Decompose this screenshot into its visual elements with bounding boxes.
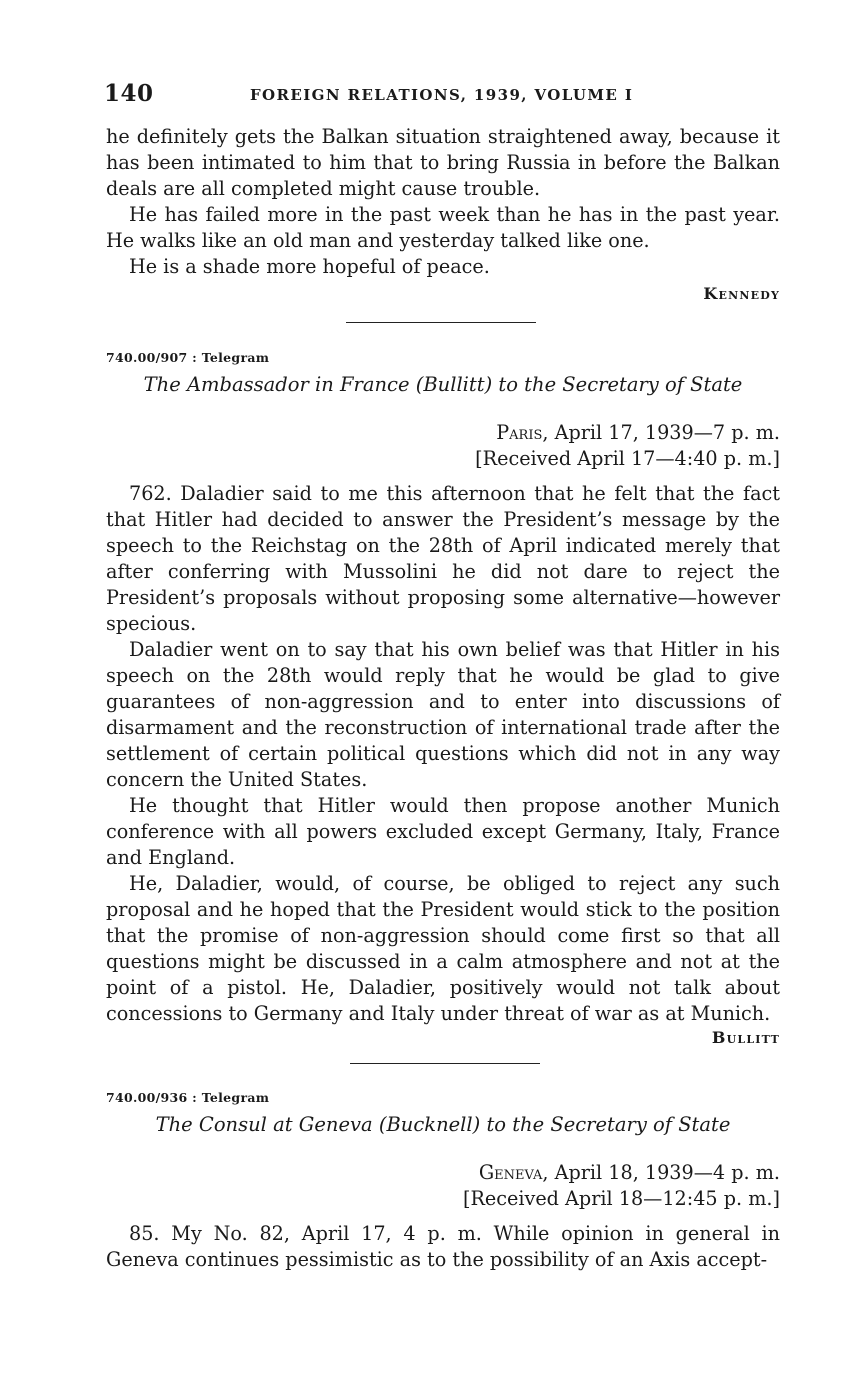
document-title: The Consul at Geneva (Bucknell) to the Secretary of State xyxy=(155,1113,731,1136)
paragraph: he definitely gets the Balkan situation straightened away, because it has been intimated to him that to bring Russia in before the Balkan deals are all completed might cause trouble. xyxy=(106,125,780,200)
section-divider xyxy=(350,1063,540,1064)
paragraph: 85. My No. 82, April 17, 4 p. m. While opinion in general in Geneva continues pessimistic as to the possibility of an Axis accept- xyxy=(106,1222,780,1271)
page-number: 140 xyxy=(104,80,154,107)
dateline xyxy=(463,1160,780,1212)
paragraph: He is a shade more hopeful of peace. xyxy=(129,255,490,278)
section1-body xyxy=(106,124,780,280)
paragraph: He, Daladier, would, of course, be obliged to reject any such proposal and he hoped that the President would stick to the position that the promise of non-aggression should come first so that all questions might be discussed in a calm atmosphere and not at the point of a pistol. He, Daladier, positively would not talk about concessions to Germany and Italy under threat of war as at Munich. xyxy=(106,872,780,1025)
paragraph: Daladier went on to say that his own belief was that Hitler in his speech on the 28th would reply that he would be glad to give guarantees of non-aggression and to enter into discussions of disarmament and the reconstruction of international trade after the settlement of certain political questions which did not in any way concern the United States. xyxy=(106,638,780,791)
dateline-place: Geneva xyxy=(478,1161,543,1184)
section-divider xyxy=(346,322,536,323)
doc3-body xyxy=(106,1221,780,1273)
paragraph: 762. Daladier said to me this afternoon that he felt that the fact that Hitler had decided to answer the President’s message by the speech to the Reichstag on the 28th of April indicated merely that after conferring with Mussolini he did not dare to reject the President’s proposals without proposing some alternative—however specious. xyxy=(106,482,780,635)
running-title: FOREIGN RELATIONS, 1939, VOLUME I xyxy=(250,86,634,104)
document-title: The Ambassador in France (Bullitt) to the Secretary of State xyxy=(143,373,743,396)
paragraph: He thought that Hitler would then propose another Munich conference with all powers excluded except Germany, Italy, France and England. xyxy=(106,794,780,869)
received-line: [Received April 17—4:40 p. m.] xyxy=(475,447,780,470)
file-reference: 740.00/907 : Telegram xyxy=(106,350,270,365)
signature-bullitt: Bullitt xyxy=(711,1028,780,1047)
dateline-place: Paris xyxy=(496,421,543,444)
dateline-date: , April 17, 1939—7 p. m. xyxy=(542,421,780,444)
received-line: [Received April 18—12:45 p. m.] xyxy=(462,1187,780,1210)
paragraph: He has failed more in the past week than he has in the past year. He walks like an old man and yesterday talked like one. xyxy=(106,203,780,252)
dateline xyxy=(475,420,780,472)
file-reference: 740.00/936 : Telegram xyxy=(106,1090,270,1105)
dateline-date: , April 18, 1939—4 p. m. xyxy=(542,1161,780,1184)
doc2-body xyxy=(106,481,780,1027)
signature-kennedy: Kennedy xyxy=(703,284,780,303)
